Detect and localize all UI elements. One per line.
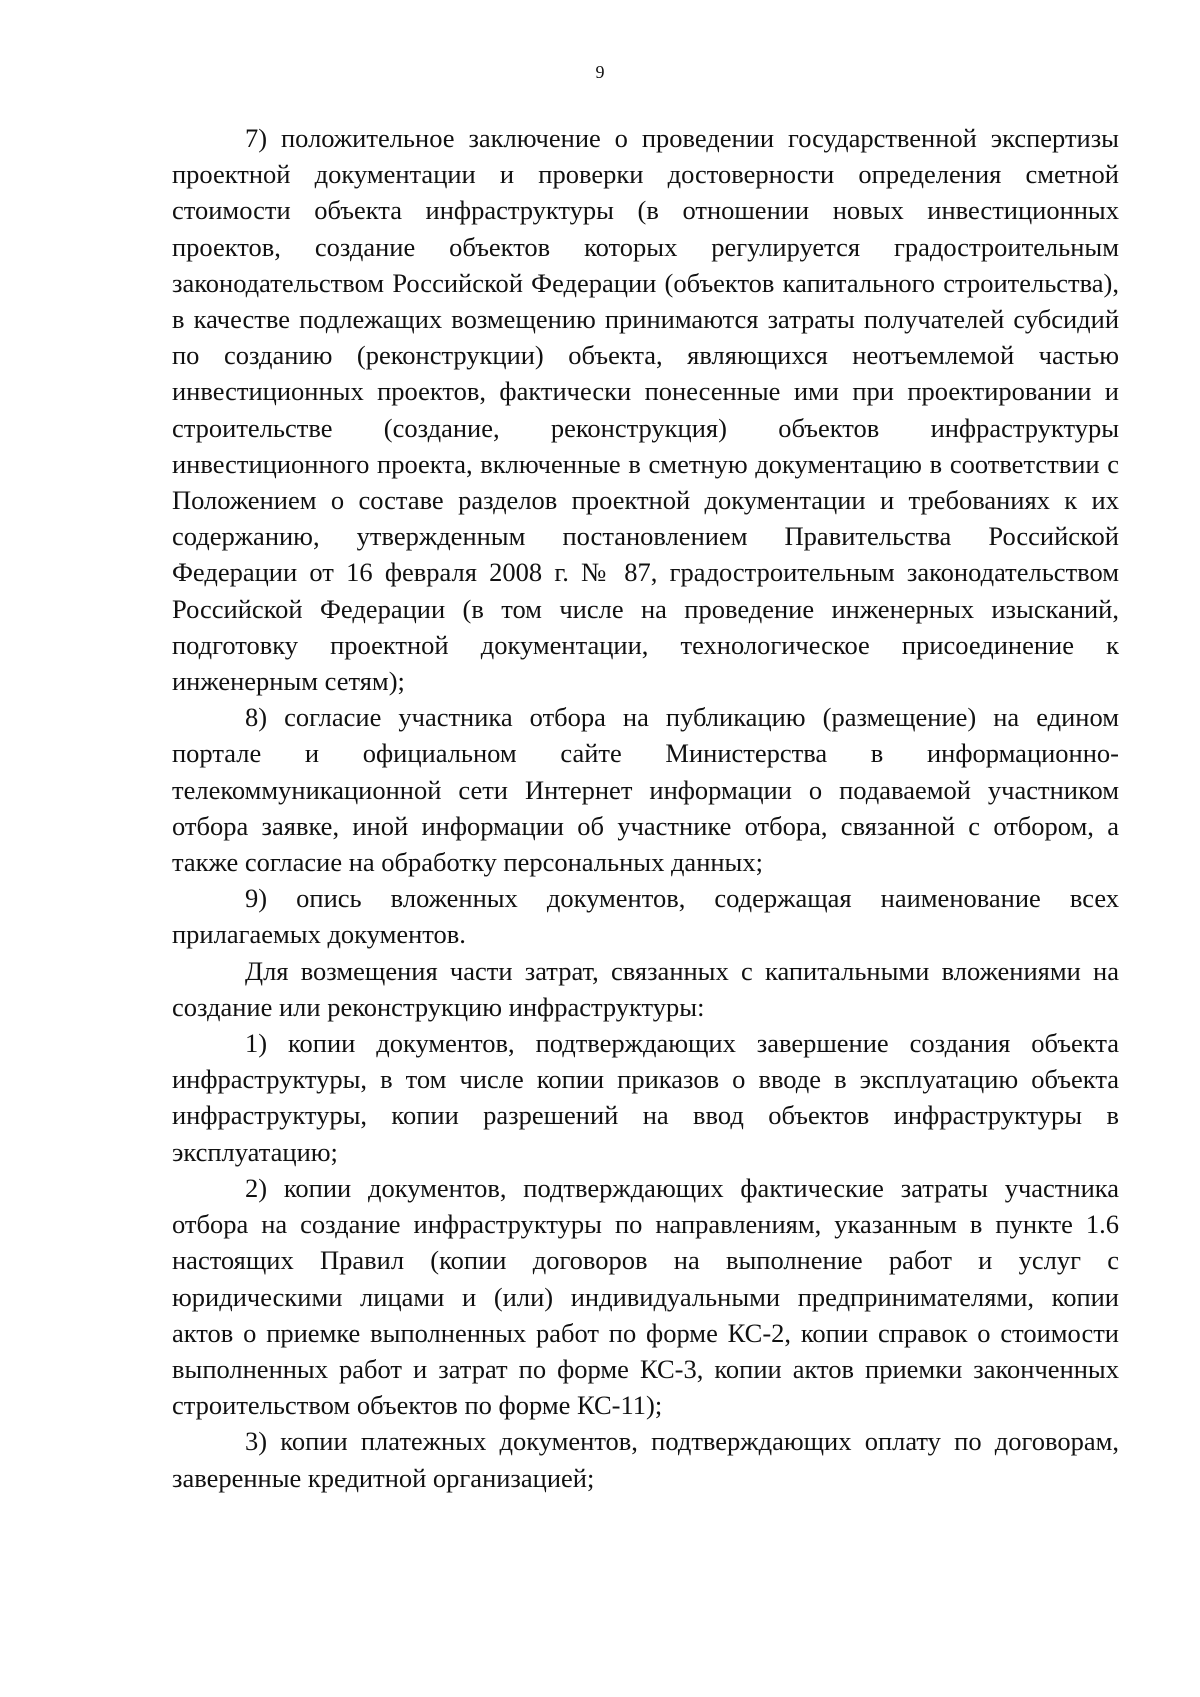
paragraph-item-9: 9) опись вложенных документов, содержащая наименование всех прилагаемых документов. <box>172 883 1119 950</box>
document-body <box>172 120 1119 1496</box>
paragraph-item-7: 7) положительное заключение о проведении государственной экспертизы проектной документации и проверки достоверности определения сметной стоимости объекта инфраструктуры (в отношении новых инвестиционных проектов, создание объектов которых регулируется градостроительным законодательством Российской Федерации (объектов капитального строительства), в качестве подлежащих возмещению принимаются затраты получателей субсидий по созданию (реконструкции) объекта, являющихся неотъемлемой частью инвестиционных проектов, фактически понесенные ими при проектировании и строительстве (создание, реконструкция) объектов инфраструктуры инвестиционного проекта, включенные в сметную документацию в соответствии с Положением о составе разделов проектной документации и требованиях к их содержанию, утвержденным постановлением Правительства Российской Федерации от 16 февраля 2008 г. № 87, градостроительным законодательством Российской Федерации (в том числе на проведение инженерных изысканий, подготовку проектной документации, технологическое присоединение к инженерным сетям); <box>172 123 1119 697</box>
paragraph-item-2: 2) копии документов, подтверждающих фактические затраты участника отбора на создание инфраструктуры по направлениям, указанным в пункте 1.6 настоящих Правил (копии договоров на выполнение работ и услуг с юридическими лицами и (или) индивидуальными предпринимателями, копии актов о приемке выполненных работ по форме КС-2, копии справок о стоимости выполненных работ и затрат по форме КС-3, копии актов приемки законченных строительством объектов по форме КС-11); <box>172 1172 1119 1421</box>
paragraph-compensation-intro: Для возмещения части затрат, связанных с капитальными вложениями на создание или реконструкцию инфраструктуры: <box>172 955 1119 1022</box>
paragraph-item-1: 1) копии документов, подтверждающих завершение создания объекта инфраструктуры, в том числе копии приказов о вводе в эксплуатацию объекта инфраструктуры, копии разрешений на ввод объектов инфраструктуры в эксплуатацию; <box>172 1028 1119 1167</box>
paragraph-item-8: 8) согласие участника отбора на публикацию (размещение) на едином портале и официальном сайте Министерства в информационно-телекоммуникационной сети Интернет информации о подаваемой участником отбора заявке, иной информации об участнике отбора, связанной с отбором, а также согласие на обработку персональных данных; <box>172 702 1119 878</box>
paragraph-item-3: 3) копии платежных документов, подтверждающих оплату по договорам, заверенные кредитной организацией; <box>172 1426 1119 1493</box>
page-number: 9 <box>595 62 605 82</box>
